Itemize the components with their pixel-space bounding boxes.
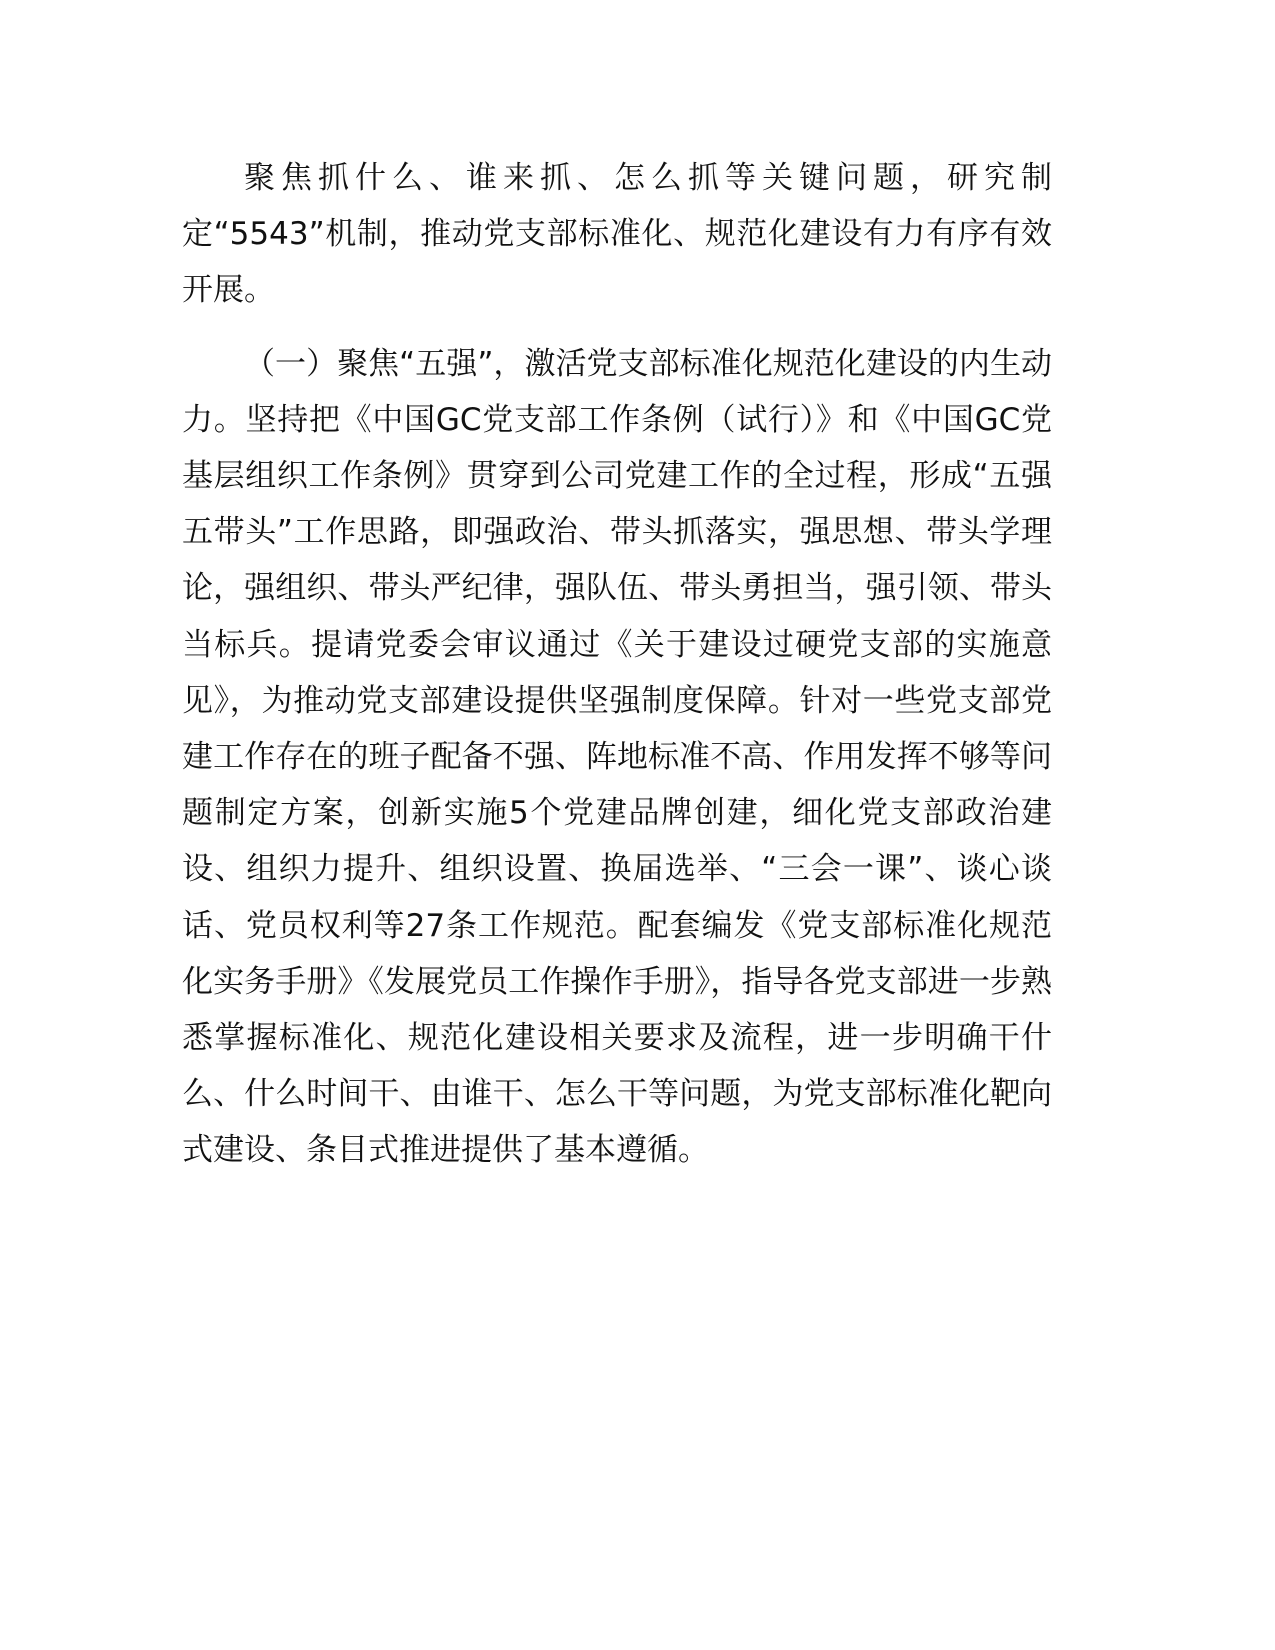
paragraph-intro: 聚焦抓什么、谁来抓、怎么抓等关键问题，研究制定“5543”机制，推动党支部标准化、规范化建设有力有序有效开展。 bbox=[182, 160, 1052, 309]
paragraph-section-1: （一）聚焦“五强”，激活党支部标准化规范化建设的内生动力。坚持把《中国GC党支部工作条例（试行）》和《中国GC党基层组织工作条例》贯穿到公司党建工作的全过程，形成“五强五带头”工作思路，即强政治、带头抓落实，强思想、带头学理论，强组织、带头严纪律，强队伍、带头勇担当，强引领、带头当标兵。提请党委会审议通过《关于建设过硬党支部的实施意见》，为推动党支部建设提供坚强制度保障。针对一些党支部党建工作存在的班子配备不强、阵地标准不高、作用发挥不够等问题制定方案，创新实施5个党建品牌创建，细化党支部政治建设、组织力提升、组织设置、换届选举、“三会一课”、谈心谈话、党员权利等27条工作规范。配套编发《党支部标准化规范化实务手册》《发展党员工作操作手册》，指导各党支部进一步熟悉掌握标准化、规范化建设相关要求及流程，进一步明确干什么、什么时间干、由谁干、怎么干等问题，为党支部标准化靶向式建设、条目式推进提供了基本遵循。 bbox=[182, 345, 1052, 1169]
document-body bbox=[182, 150, 1052, 1179]
